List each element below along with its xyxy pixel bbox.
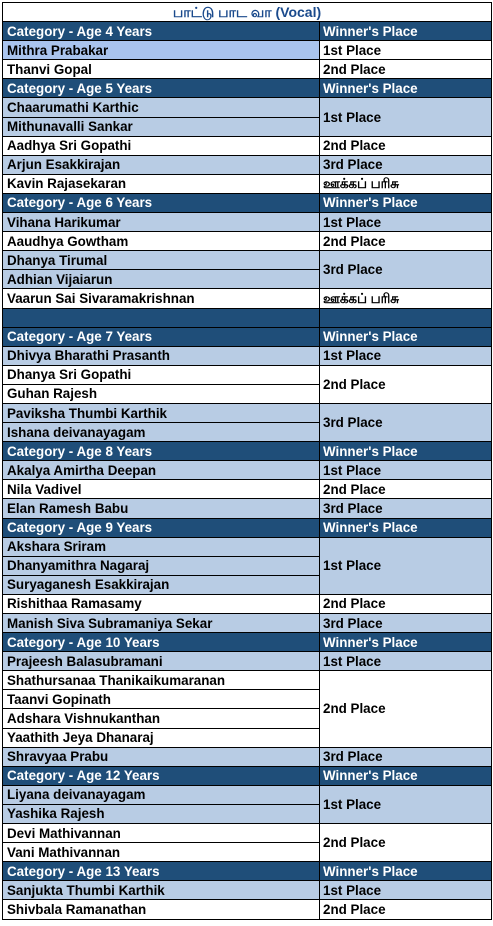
winners-place-header: Winner's Place <box>320 79 492 98</box>
winner-place: 1st Place <box>320 98 492 136</box>
participant-name: Dhanya Tirumal <box>3 251 320 270</box>
winner-place: 2nd Place <box>320 480 492 499</box>
participant-row <box>3 824 492 843</box>
winner-place: 1st Place <box>320 213 492 232</box>
participant-row <box>3 900 492 919</box>
participant-row <box>3 671 492 690</box>
category-header-row <box>3 22 492 41</box>
category-label: Category - Age 12 Years <box>3 766 320 785</box>
participant-name: Sanjukta Thumbi Karthik <box>3 881 320 900</box>
separator-cell <box>3 308 320 327</box>
winner-place: 1st Place <box>320 346 492 365</box>
participant-name: Vihana Harikumar <box>3 213 320 232</box>
participant-row <box>3 365 492 384</box>
category-header-row <box>3 518 492 537</box>
participant-name: Ishana deivanayagam <box>3 423 320 442</box>
category-label: Category - Age 5 Years <box>3 79 320 98</box>
participant-name: Taanvi Gopinath <box>3 690 320 709</box>
separator-cell <box>320 308 492 327</box>
participant-name: Aaudhya Gowtham <box>3 232 320 251</box>
participant-name: Vani Mathivannan <box>3 843 320 862</box>
winners-place-header: Winner's Place <box>320 518 492 537</box>
participant-name: Aadhya Sri Gopathi <box>3 136 320 155</box>
category-header-row <box>3 79 492 98</box>
winner-place: 3rd Place <box>320 251 492 289</box>
winner-place: 2nd Place <box>320 900 492 919</box>
participant-name: Dhivya Bharathi Prasanth <box>3 346 320 365</box>
winner-place: 3rd Place <box>320 747 492 766</box>
participant-name: Guhan Rajesh <box>3 384 320 403</box>
category-header-row <box>3 766 492 785</box>
participant-name: Thanvi Gopal <box>3 60 320 79</box>
participant-row <box>3 614 492 633</box>
participant-name: Shravyaa Prabu <box>3 747 320 766</box>
winners-place-header: Winner's Place <box>320 442 492 461</box>
winner-place: 2nd Place <box>320 60 492 79</box>
participant-name: Nila Vadivel <box>3 480 320 499</box>
participant-name: Yaathith Jeya Dhanaraj <box>3 728 320 747</box>
winner-place: 3rd Place <box>320 499 492 518</box>
category-header-row <box>3 327 492 346</box>
participant-name: Elan Ramesh Babu <box>3 499 320 518</box>
participant-row <box>3 60 492 79</box>
participant-name: Mithunavalli Sankar <box>3 117 320 136</box>
winner-place: 2nd Place <box>320 365 492 403</box>
winners-place-header: Winner's Place <box>320 327 492 346</box>
separator-row <box>3 308 492 327</box>
category-header-row <box>3 442 492 461</box>
winner-place: 3rd Place <box>320 614 492 633</box>
category-label: Category - Age 7 Years <box>3 327 320 346</box>
participant-row <box>3 537 492 556</box>
title-row <box>3 3 492 22</box>
participant-row <box>3 652 492 671</box>
winners-place-header: Winner's Place <box>320 862 492 881</box>
participant-name: Rishithaa Ramasamy <box>3 594 320 613</box>
participant-name: Akshara Sriram <box>3 537 320 556</box>
results-table <box>2 2 492 920</box>
participant-row <box>3 480 492 499</box>
participant-row <box>3 594 492 613</box>
category-label: Category - Age 8 Years <box>3 442 320 461</box>
participant-name: Dhanya Sri Gopathi <box>3 365 320 384</box>
participant-name: Arjun Esakkirajan <box>3 155 320 174</box>
results-table-body <box>3 3 492 920</box>
participant-row <box>3 136 492 155</box>
category-label: Category - Age 9 Years <box>3 518 320 537</box>
winner-place: 2nd Place <box>320 594 492 613</box>
winner-place: 3rd Place <box>320 403 492 441</box>
participant-row <box>3 785 492 804</box>
winner-place: 2nd Place <box>320 671 492 747</box>
category-label: Category - Age 6 Years <box>3 193 320 212</box>
participant-row <box>3 346 492 365</box>
participant-name: Akalya Amirtha Deepan <box>3 461 320 480</box>
category-label: Category - Age 13 Years <box>3 862 320 881</box>
participant-name: Adhian Vijaiarun <box>3 270 320 289</box>
participant-name: Vaarun Sai Sivaramakrishnan <box>3 289 320 308</box>
participant-name: Kavin Rajasekaran <box>3 174 320 193</box>
participant-name: Chaarumathi Karthic <box>3 98 320 117</box>
winner-place: 2nd Place <box>320 136 492 155</box>
participant-row <box>3 98 492 117</box>
category-label: Category - Age 10 Years <box>3 633 320 652</box>
participant-name: Adshara Vishnukanthan <box>3 709 320 728</box>
participant-row <box>3 174 492 193</box>
participant-name: Dhanyamithra Nagaraj <box>3 556 320 575</box>
winner-place: 1st Place <box>320 461 492 480</box>
winner-place: 2nd Place <box>320 824 492 862</box>
participant-name: Devi Mathivannan <box>3 824 320 843</box>
participant-name: Liyana deivanayagam <box>3 785 320 804</box>
winner-place: 1st Place <box>320 41 492 60</box>
winner-place: 1st Place <box>320 785 492 823</box>
participant-name: Mithra Prabakar <box>3 41 320 60</box>
winners-place-header: Winner's Place <box>320 633 492 652</box>
participant-row <box>3 41 492 60</box>
category-header-row <box>3 862 492 881</box>
participant-name: Paviksha Thumbi Karthik <box>3 403 320 422</box>
participant-name: Prajeesh Balasubramani <box>3 652 320 671</box>
winner-place: 1st Place <box>320 881 492 900</box>
participant-name: Suryaganesh Esakkirajan <box>3 575 320 594</box>
participant-row <box>3 213 492 232</box>
participant-name: Yashika Rajesh <box>3 804 320 823</box>
participant-row <box>3 232 492 251</box>
winners-place-header: Winner's Place <box>320 766 492 785</box>
participant-name: Shivbala Ramanathan <box>3 900 320 919</box>
winner-place: 2nd Place <box>320 232 492 251</box>
category-header-row <box>3 193 492 212</box>
participant-row <box>3 155 492 174</box>
category-label: Category - Age 4 Years <box>3 22 320 41</box>
winner-place: 1st Place <box>320 537 492 594</box>
category-header-row <box>3 633 492 652</box>
winner-place: 3rd Place <box>320 155 492 174</box>
sheet-title: பாட்டு பாட வா (Vocal) <box>3 3 492 22</box>
participant-row <box>3 289 492 308</box>
participant-row <box>3 881 492 900</box>
winner-place: ஊக்கப் பரிசு <box>320 174 492 193</box>
winners-place-header: Winner's Place <box>320 22 492 41</box>
participant-row <box>3 461 492 480</box>
participant-row <box>3 747 492 766</box>
participant-row <box>3 251 492 270</box>
winners-place-header: Winner's Place <box>320 193 492 212</box>
participant-row <box>3 403 492 422</box>
participant-row <box>3 499 492 518</box>
participant-name: Shathursanaa Thanikaikumaranan <box>3 671 320 690</box>
winner-place: ஊக்கப் பரிசு <box>320 289 492 308</box>
participant-name: Manish Siva Subramaniya Sekar <box>3 614 320 633</box>
winner-place: 1st Place <box>320 652 492 671</box>
